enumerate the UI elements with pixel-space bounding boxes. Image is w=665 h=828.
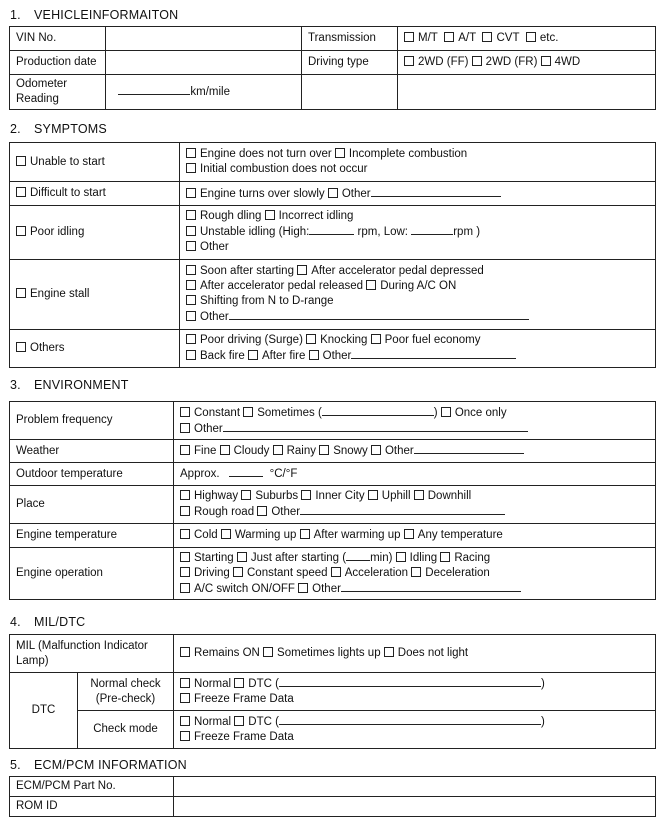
soon-after-start-checkbox[interactable] <box>186 265 196 275</box>
starting-checkbox[interactable] <box>180 552 190 562</box>
etc-checkbox[interactable] <box>526 32 536 42</box>
cold-checkbox[interactable] <box>180 529 190 539</box>
rough-road-checkbox[interactable] <box>180 506 190 516</box>
after-warming-checkbox[interactable] <box>300 529 310 539</box>
2wd-ff-checkbox[interactable] <box>404 56 414 66</box>
freeze-frame-checkbox[interactable] <box>180 731 190 741</box>
cloudy-checkbox[interactable] <box>220 445 230 455</box>
ac-switch-checkbox[interactable] <box>180 583 190 593</box>
incorrect-idling-checkbox[interactable] <box>265 210 275 220</box>
odometer-field[interactable]: km/mile <box>106 75 302 110</box>
production-field[interactable] <box>106 51 302 75</box>
freeze-frame-checkbox[interactable] <box>180 693 190 703</box>
engine-stall-option: Engine stall <box>10 260 180 330</box>
knocking-checkbox[interactable] <box>306 334 316 344</box>
dtc-checkbox[interactable] <box>234 716 244 726</box>
difficult-to-start-checkbox[interactable] <box>16 187 26 197</box>
symptoms-table: Unable to start Engine does not turn over Incomplete combustion Initial combustion does not occur Difficult to start Engine turns over slowly Other Poor idling Rough dling Incorrect idling Unstable idling (High: rpm, Low: rpm ) Other Engine stall Soon after starting After accelerator pedal depressed After accelerator pedal released During A/C ON Shifting from N to D-range Other Others Poor driving (Surge) Knocking Poor fuel economy Back fire After fire Other <box>9 142 656 368</box>
once-only-checkbox[interactable] <box>441 407 451 417</box>
sometimes-checkbox[interactable] <box>243 407 253 417</box>
normal-checkbox[interactable] <box>180 716 190 726</box>
remains-on-checkbox[interactable] <box>180 647 190 657</box>
vehicle-info-table <box>9 26 656 110</box>
frequency-label: Problem frequency <box>10 402 174 440</box>
snowy-checkbox[interactable] <box>319 445 329 455</box>
downhill-checkbox[interactable] <box>414 490 424 500</box>
engine-no-turn-checkbox[interactable] <box>186 148 196 158</box>
driving-checkbox[interactable] <box>180 567 190 577</box>
unable-to-start-checkbox[interactable] <box>16 156 26 166</box>
fine-checkbox[interactable] <box>180 445 190 455</box>
other-checkbox[interactable] <box>257 506 267 516</box>
engine-stall-checkbox[interactable] <box>16 288 26 298</box>
mt-checkbox[interactable] <box>404 32 414 42</box>
normal-check-label: Normal check (Pre-check) <box>78 673 174 711</box>
turns-slowly-checkbox[interactable] <box>186 188 196 198</box>
section-1-title: 1. VEHICLEINFORMAITON <box>10 8 179 22</box>
other-checkbox[interactable] <box>186 241 196 251</box>
engine-operation-label: Engine operation <box>10 548 174 600</box>
shifting-checkbox[interactable] <box>186 295 196 305</box>
outdoor-temp-label: Outdoor temperature <box>10 463 174 486</box>
environment-table: Problem frequency Constant Sometimes ( ) Once only Other Weather Fine Cloudy Rainy Snowy Other Outdoor temperature Approx. °C/°F Place Highway Suburbs Inner City Uphill Downhill Rough road Other Engine temperature Cold Warming up After warming up Any temperature Engine operation Starting Just after starting ( min) Idling Racing Driving Constant speed Acceleration Deceleration A/C switch ON/OFF Other <box>9 401 656 600</box>
acceleration-checkbox[interactable] <box>331 567 341 577</box>
rom-id-label: ROM ID <box>10 797 174 817</box>
others-option: Others <box>10 330 180 368</box>
check-mode-label: Check mode <box>78 711 174 749</box>
racing-checkbox[interactable] <box>440 552 450 562</box>
engine-temp-label: Engine temperature <box>10 524 174 548</box>
transmission-options: M/T A/T CVT etc. <box>398 27 656 51</box>
weather-label: Weather <box>10 440 174 463</box>
dtc-checkbox[interactable] <box>234 678 244 688</box>
other-checkbox[interactable] <box>309 350 319 360</box>
uphill-checkbox[interactable] <box>368 490 378 500</box>
rainy-checkbox[interactable] <box>273 445 283 455</box>
4wd-checkbox[interactable] <box>541 56 551 66</box>
vin-label: VIN No. <box>10 27 106 51</box>
inner-city-checkbox[interactable] <box>301 490 311 500</box>
2wd-fr-checkbox[interactable] <box>472 56 482 66</box>
any-temp-checkbox[interactable] <box>404 529 414 539</box>
ecm-part-field[interactable] <box>174 777 656 797</box>
dtc-label: DTC <box>10 673 78 749</box>
difficult-to-start-option: Difficult to start <box>10 182 180 206</box>
does-not-light-checkbox[interactable] <box>384 647 394 657</box>
poor-idling-option: Poor idling <box>10 206 180 260</box>
rough-idling-checkbox[interactable] <box>186 210 196 220</box>
unable-to-start-option: Unable to start <box>10 143 180 182</box>
production-label: Production date <box>10 51 106 75</box>
section-2-title: 2. SYMPTOMS <box>10 122 107 136</box>
normal-checkbox[interactable] <box>180 678 190 688</box>
incomplete-combustion-checkbox[interactable] <box>335 148 345 158</box>
warming-up-checkbox[interactable] <box>221 529 231 539</box>
cvt-checkbox[interactable] <box>482 32 492 42</box>
after-pedal-released-checkbox[interactable] <box>186 280 196 290</box>
other-checkbox[interactable] <box>180 423 190 433</box>
after-fire-checkbox[interactable] <box>248 350 258 360</box>
poor-fuel-checkbox[interactable] <box>371 334 381 344</box>
mil-label: MIL (Malfunction Indicator Lamp) <box>10 635 174 673</box>
ecm-part-label: ECM/PCM Part No. <box>10 777 174 797</box>
constant-speed-checkbox[interactable] <box>233 567 243 577</box>
mil-dtc-table: MIL (Malfunction Indicator Lamp) Remains ON Sometimes lights up Does not light DTC Normal check (Pre-check) Normal DTC ( ) Freeze Frame Data Check mode Normal DTC ( ) Freeze Frame Data <box>9 634 656 749</box>
other-checkbox[interactable] <box>298 583 308 593</box>
transmission-label: Transmission <box>302 27 398 51</box>
suburbs-checkbox[interactable] <box>241 490 251 500</box>
initial-combustion-checkbox[interactable] <box>186 163 196 173</box>
place-label: Place <box>10 486 174 524</box>
odometer-label: Odometer Reading <box>10 75 106 110</box>
other-checkbox[interactable] <box>328 188 338 198</box>
back-fire-checkbox[interactable] <box>186 350 196 360</box>
section-5-title: 5. ECM/PCM INFORMATION <box>10 758 187 772</box>
deceleration-checkbox[interactable] <box>411 567 421 577</box>
idling-checkbox[interactable] <box>396 552 406 562</box>
at-checkbox[interactable] <box>444 32 454 42</box>
poor-idling-checkbox[interactable] <box>16 226 26 236</box>
driving-label: Driving type <box>302 51 398 75</box>
sometimes-lights-checkbox[interactable] <box>263 647 273 657</box>
vin-field[interactable] <box>106 27 302 51</box>
poor-driving-checkbox[interactable] <box>186 334 196 344</box>
driving-options: 2WD (FF) 2WD (FR) 4WD <box>398 51 656 75</box>
section-4-title: 4. MIL/DTC <box>10 615 86 629</box>
rom-id-field[interactable] <box>174 797 656 817</box>
highway-checkbox[interactable] <box>180 490 190 500</box>
unstable-idling-checkbox[interactable] <box>186 226 196 236</box>
ecm-info-table <box>9 776 656 817</box>
constant-checkbox[interactable] <box>180 407 190 417</box>
others-checkbox[interactable] <box>16 342 26 352</box>
just-after-start-checkbox[interactable] <box>237 552 247 562</box>
during-ac-checkbox[interactable] <box>366 280 376 290</box>
other-checkbox[interactable] <box>371 445 381 455</box>
after-pedal-depressed-checkbox[interactable] <box>297 265 307 275</box>
other-checkbox[interactable] <box>186 311 196 321</box>
section-3-title: 3. ENVIRONMENT <box>10 378 129 392</box>
